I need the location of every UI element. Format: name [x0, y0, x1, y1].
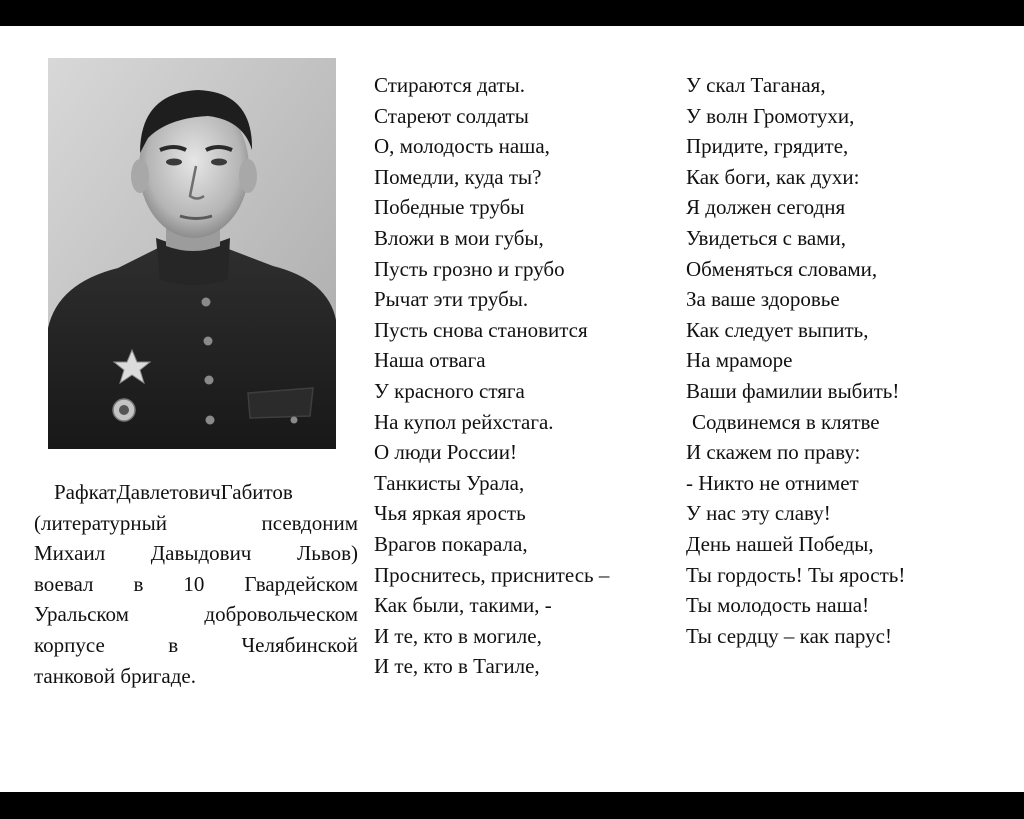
caption-line: воевал в 10 Гвардейском	[34, 571, 358, 596]
poem-line: Наша отвага	[374, 348, 486, 373]
poem-line: - Никто не отнимет	[686, 470, 859, 495]
poem-line: Увидеться с вами,	[686, 225, 846, 250]
poem-line: На мраморе	[686, 348, 793, 373]
poem-line: Пусть снова становится	[374, 317, 588, 342]
poem-line: Танкисты Урала,	[374, 470, 525, 495]
poem-line: Ваши фамилии выбить!	[686, 378, 900, 403]
poem-line: У красного стяга	[374, 378, 525, 403]
poem-line: Ты гордость! Ты ярость!	[686, 562, 906, 587]
poem-line: Ты молодость наша!	[686, 593, 870, 618]
poem-line: День нашей Победы,	[686, 531, 874, 556]
poem-line: Вложи в мои губы,	[374, 225, 544, 250]
poem-line: И скажем по праву:	[686, 440, 861, 465]
poem-line: У нас эту славу!	[686, 501, 831, 526]
poem-line: За ваше здоровье	[686, 287, 840, 312]
slide	[0, 26, 1024, 792]
poem-line: И те, кто в Тагиле,	[374, 654, 540, 679]
caption-line: (литературный псевдоним	[34, 510, 358, 535]
poem-line: И те, кто в могиле,	[374, 623, 542, 648]
poem-line: Как были, такими, -	[374, 593, 552, 618]
poem-line: Врагов покарала,	[374, 531, 528, 556]
poem-line: Содвинемся в клятве	[692, 409, 880, 434]
caption-line: РафкатДавлетовичГабитов	[54, 480, 293, 504]
poem-line: Ты сердцу – как парус!	[686, 623, 892, 648]
poem-line: Стираются даты.	[374, 73, 526, 97]
poem-line: Как следует выпить,	[686, 317, 869, 342]
poem-line: Придите, грядите,	[686, 134, 849, 159]
poem-line: О, молодость наша,	[374, 134, 550, 159]
caption-line: корпусе в Челябинской	[34, 632, 358, 657]
portrait-photo	[48, 58, 336, 449]
caption-line: Михаил Давыдович Львов)	[34, 541, 358, 566]
poem-line: Стареют солдаты	[374, 103, 529, 128]
poem-line: Я должен сегодня	[686, 195, 846, 220]
poem-line: Рычат эти трубы.	[374, 287, 529, 312]
poem-line: Проснитесь, приснитесь –	[374, 562, 610, 587]
poem-column-1	[374, 70, 609, 682]
poem-line: Как боги, как духи:	[686, 164, 860, 189]
poem-line: У волн Громотухи,	[686, 103, 855, 128]
poem-line: Помедли, куда ты?	[374, 164, 542, 189]
poem-line: Победные трубы	[374, 195, 525, 220]
caption-line: танковой бригаде.	[34, 663, 197, 688]
poem-line: Чья яркая ярость	[374, 501, 526, 526]
portrait-icon	[48, 58, 336, 449]
poem-line: У скал Таганая,	[686, 73, 826, 97]
poem-line: Пусть грозно и грубо	[374, 256, 565, 281]
portrait-caption	[34, 477, 358, 691]
caption-line: Уральском добровольческом	[34, 602, 358, 627]
poem-line: Обменяться словами,	[686, 256, 878, 281]
poem-line: На купол рейхстага.	[374, 409, 554, 434]
poem-column-2	[686, 70, 905, 651]
poem-line: О люди России!	[374, 440, 517, 465]
